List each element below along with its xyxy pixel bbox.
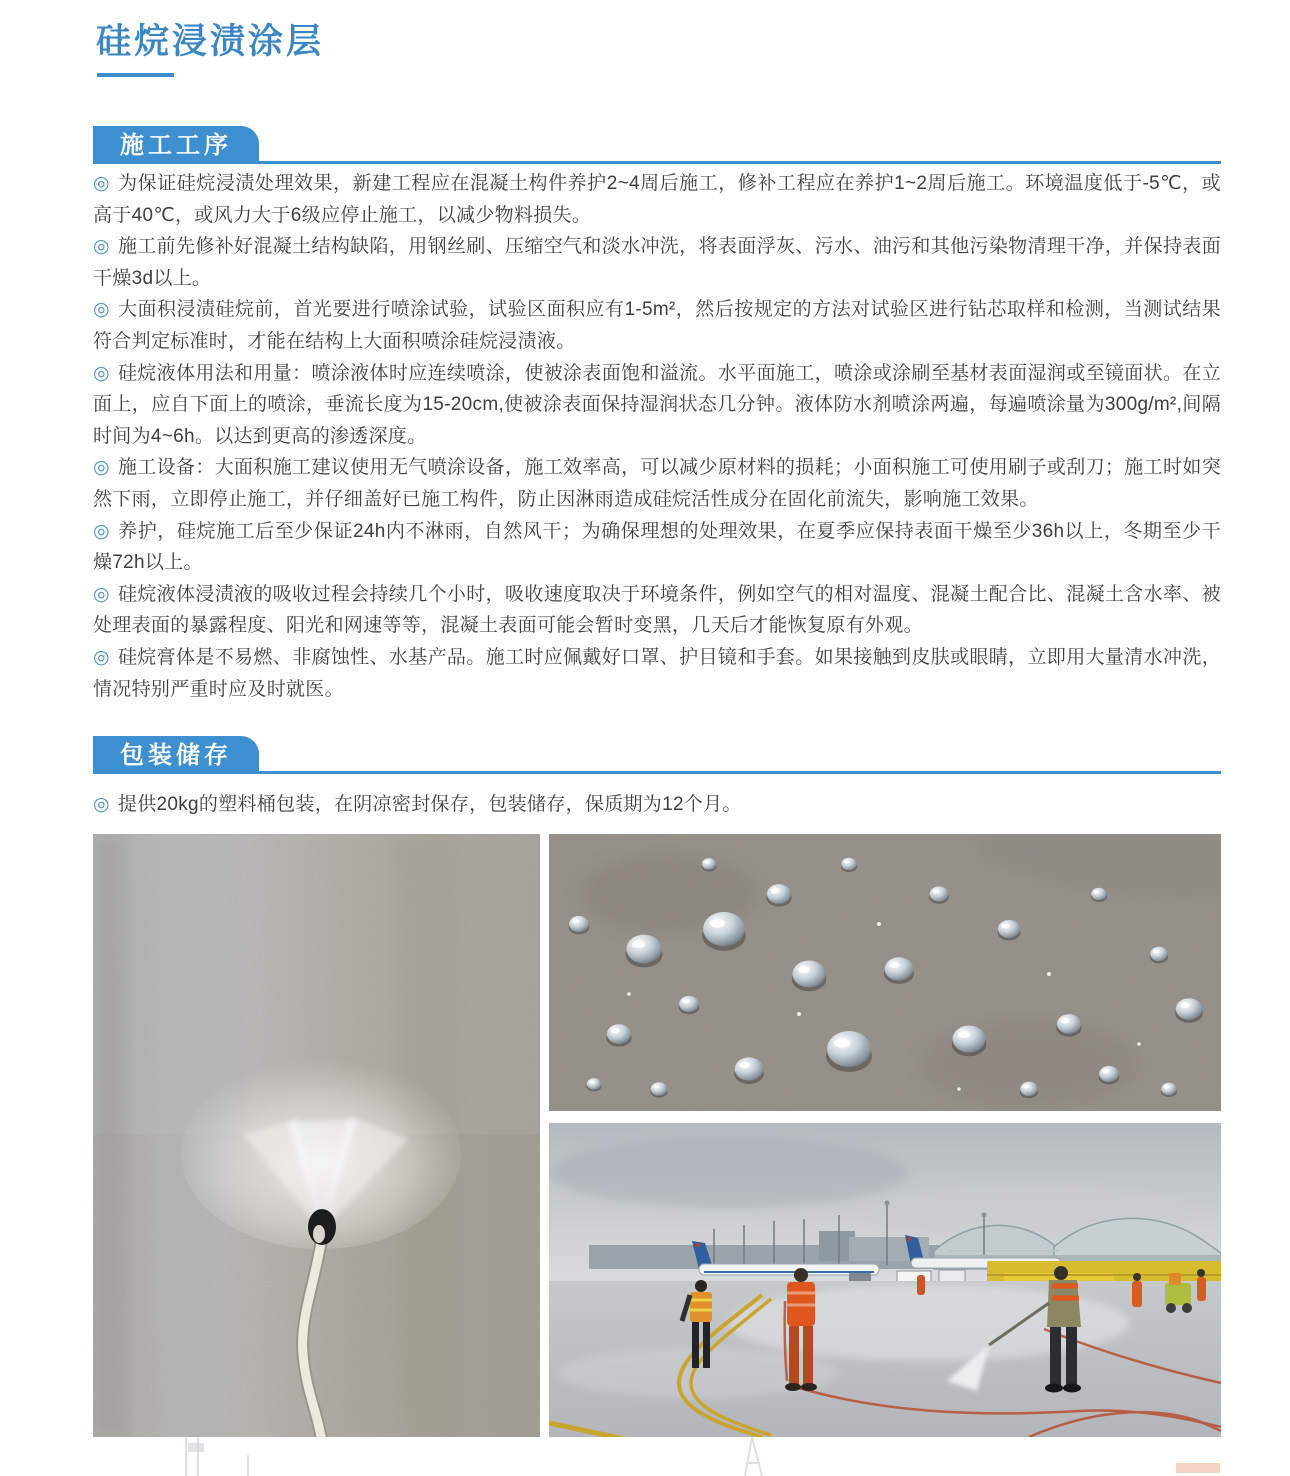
packaging-paragraphs [93, 789, 1221, 821]
bullet-icon: ◎ [93, 299, 111, 321]
water-beading-photo [549, 834, 1221, 1111]
construction-item-text: 为保证硅烷浸渍处理效果，新建工程应在混凝土构件养护2~4周后施工，修补工程应在养护1~2周后施工。环境温度低于-5℃，或高于40℃，或风力大于6级应停止施工，以减少物料损失。 [93, 173, 1221, 226]
bullet-icon: ◎ [93, 236, 110, 258]
construction-item-text: 硅烷液体浸渍液的吸收过程会持续几个小时，吸收速度取决于环境条件，例如空气的相对温度、混凝土配合比、混凝土含水率、被处理表面的暴露程度、阳光和网速等等，混凝土表面可能会暂时变黑，几天后才能恢复原有外观。 [93, 583, 1221, 637]
page-title: 硅烷浸渍涂层 [96, 22, 325, 61]
bullet-icon: ◎ [93, 362, 110, 384]
section-badge-packaging [93, 736, 259, 774]
construction-item-text: 施工前先修补好混凝土结构缺陷，用钢丝刷、压缩空气和淡水冲洗，将表面浮灰、污水、油污和其他污染物清理干净，并保持表面干燥3d以上。 [93, 236, 1221, 289]
construction-item-text: 养护，硅烷施工后至少保证24h内不淋雨，自然风干；为确保理想的处理效果，在夏季应保持表面干燥至少36h以上，冬期至少干燥72h以上。 [93, 520, 1221, 574]
packaging-item-text: 提供20kg的塑料桶包装，在阴凉密封保存，包装储存，保质期为12个月。 [117, 794, 742, 815]
bullet-icon: ◎ [93, 583, 110, 605]
section-rule-packaging [93, 771, 1221, 774]
construction-item [93, 642, 1221, 705]
construction-item [93, 168, 1221, 231]
next-page-remnants [0, 1437, 1290, 1476]
title-underline [97, 73, 174, 77]
construction-item [93, 294, 1221, 357]
cloud [549, 1138, 909, 1208]
section-rule-construction [93, 161, 1221, 164]
section-header-packaging: 包装储存 [120, 742, 232, 769]
construction-item [93, 358, 1221, 453]
spray-wall-photo [93, 834, 540, 1437]
construction-item-text: 硅烷液体用法和用量：喷涂液体时应连续喷涂，使被涂表面饱和溢流。水平面施工，喷涂或涂刷至基材表面湿润或至镜面状。在立面上，应自下面上的喷涂，垂流长度为15-20cm,使被涂表面保持湿润状态几分钟。液体防水剂喷涂两遍，每遍喷涂量为300g/m²,间隔时间为4~6h。以达到更高的渗透深度。 [93, 362, 1221, 447]
packaging-item [93, 789, 1221, 821]
construction-paragraphs [93, 168, 1221, 705]
construction-item-text: 硅烷膏体是不易燃、非腐蚀性、水基产品。施工时应佩戴好口罩、护目镜和手套。如果接触到皮肤或眼睛，立即用大量清水冲洗，情况特别严重时应及时就医。 [93, 646, 1221, 700]
bullet-icon: ◎ [93, 520, 111, 542]
bullet-icon: ◎ [93, 646, 110, 668]
section-header-construction: 施工工序 [120, 132, 232, 159]
bullet-icon: ◎ [93, 173, 111, 194]
bullet-icon: ◎ [93, 794, 110, 815]
construction-item [93, 516, 1221, 579]
spray-nozzle [308, 1209, 336, 1245]
construction-item [93, 231, 1221, 294]
construction-item [93, 579, 1221, 642]
construction-item-text: 施工设备：大面积施工建议使用无气喷涂设备，施工效率高，可以减少原材料的损耗；小面积施工可使用刷子或刮刀；施工时如突然下雨，立即停止施工，并仔细盖好已施工构件，防止因淋雨造成硅烷活性成分在固化前流失，影响施工效果。 [93, 457, 1221, 510]
construction-item [93, 452, 1221, 515]
section-badge-construction [93, 126, 259, 164]
airport-apron-photo [549, 1123, 1221, 1437]
bullet-icon: ◎ [93, 457, 110, 479]
construction-item-text: 大面积浸渍硅烷前，首光要进行喷涂试验，试验区面积应有1-5m²，然后按规定的方法对试验区进行钻芯取样和检测，当测试结果符合判定标准时，才能在结构上大面积喷涂硅烷浸渍液。 [93, 299, 1221, 352]
